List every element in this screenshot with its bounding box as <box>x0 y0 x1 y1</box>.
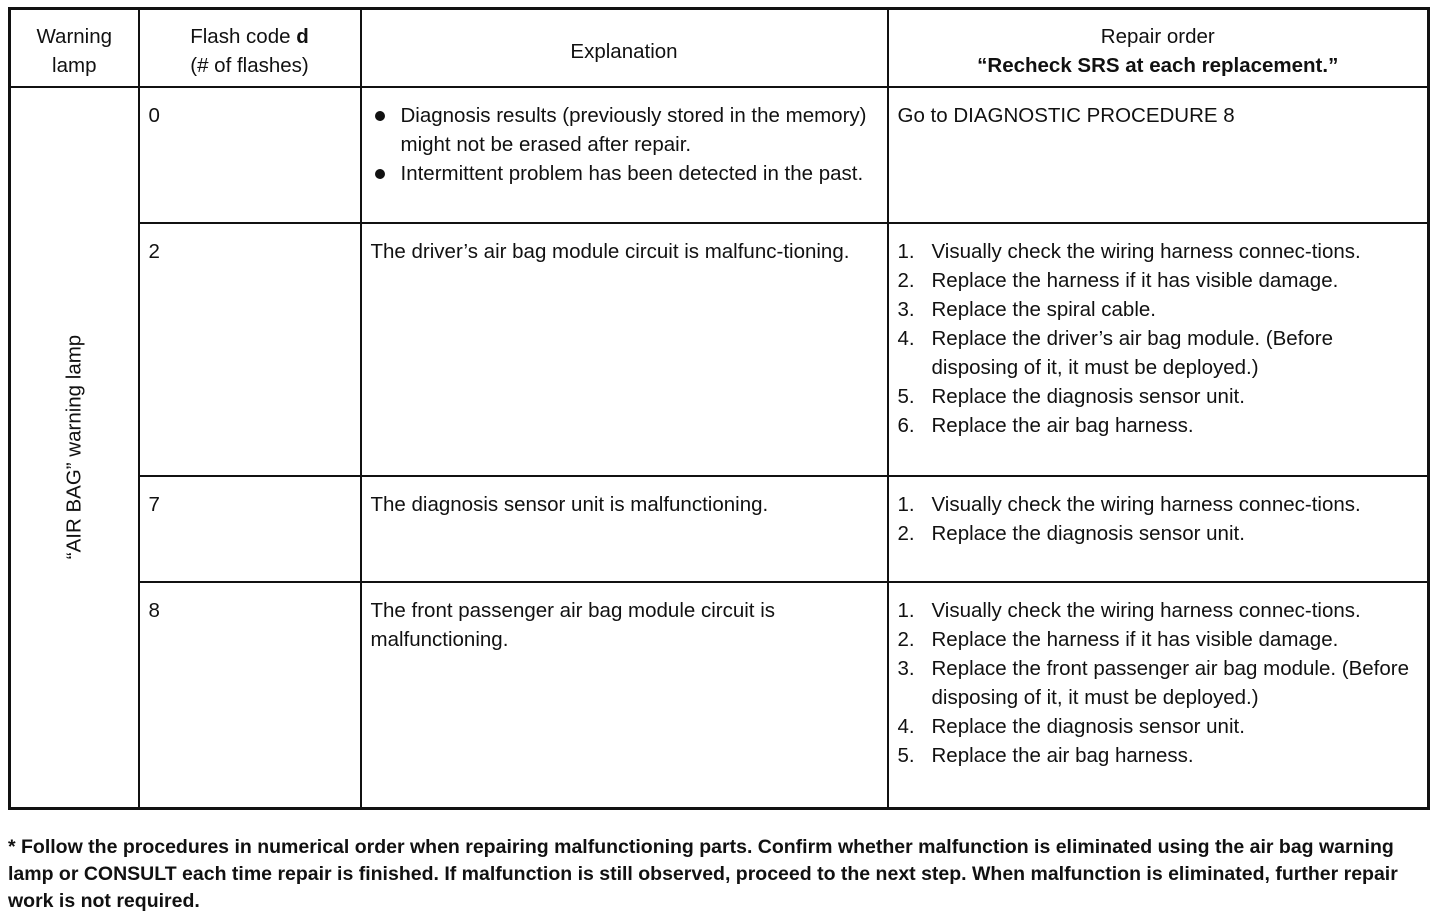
list-item: 4. Replace the driver’s air bag module. (Before disposing of it, it must be deployed.) <box>897 327 1333 379</box>
list-item: 3. Replace the spiral cable. <box>897 298 1156 321</box>
list-item: Diagnosis results (previously stored in the memory) might not be erased after repair. <box>371 101 878 159</box>
list-item: 3. Replace the front passenger air bag module. (Before disposing of it, it must be deployed.) <box>897 657 1409 709</box>
table-row <box>10 223 1429 476</box>
list-item: 1. Visually check the wiring harness connec-tions. <box>897 599 1361 622</box>
explanation-cell: The front passenger air bag module circuit is malfunctioning. <box>361 582 888 808</box>
list-item: 5. Replace the diagnosis sensor unit. <box>897 385 1245 408</box>
list-item: 1. Visually check the wiring harness connec-tions. <box>897 493 1361 516</box>
list-item: 1. Visually check the wiring harness connec-tions. <box>897 240 1361 263</box>
list-item: 2. Replace the diagnosis sensor unit. <box>897 522 1245 545</box>
table-row <box>10 582 1429 808</box>
airbag-warning-lamp-label: “AIR BAG” warning lamp <box>62 335 86 560</box>
explanation-cell: The diagnosis sensor unit is malfunctioning. <box>361 476 888 582</box>
flash-code-cell: 8 <box>139 582 361 808</box>
header-warning-lamp: Warning lamp <box>10 9 139 88</box>
repair-order-cell: Go to DIAGNOSTIC PROCEDURE 8 <box>888 87 1429 223</box>
list-item: 5. Replace the air bag harness. <box>897 744 1194 767</box>
repair-steps-list <box>898 490 1419 548</box>
list-item: 2. Replace the harness if it has visible damage. <box>897 628 1339 651</box>
srs-diagnosis-table <box>8 7 1430 810</box>
header-explanation: Explanation <box>361 9 888 88</box>
repair-steps-list <box>898 237 1419 440</box>
list-item: 6. Replace the air bag harness. <box>897 414 1194 437</box>
repair-order-cell <box>888 582 1429 808</box>
header-flash-code: Flash code d (# of flashes) <box>139 9 361 88</box>
explanation-bullet-list <box>371 101 878 188</box>
flash-code-cell: 0 <box>139 87 361 223</box>
list-item: 2. Replace the harness if it has visible damage. <box>897 269 1339 292</box>
list-item: Intermittent problem has been detected in the past. <box>371 159 878 188</box>
repair-order-cell <box>888 476 1429 582</box>
table-row <box>10 87 1429 223</box>
explanation-cell: The driver’s air bag module circuit is malfunc-tioning. <box>361 223 888 476</box>
table-header-row <box>10 9 1429 88</box>
flash-code-cell: 7 <box>139 476 361 582</box>
table-row <box>10 476 1429 582</box>
repair-order-cell <box>888 223 1429 476</box>
header-repair-order: Repair order “Recheck SRS at each replacement.” <box>888 9 1429 88</box>
list-item: 4. Replace the diagnosis sensor unit. <box>897 715 1245 738</box>
explanation-cell <box>361 87 888 223</box>
flash-code-cell: 2 <box>139 223 361 476</box>
repair-steps-list <box>898 596 1419 770</box>
warning-lamp-cell <box>10 87 139 808</box>
footnote: * Follow the procedures in numerical order when repairing malfunctioning parts. Confirm whether malfunction is eliminated using the air bag warning lamp or CONSULT each time repair is finished. If malfunction is still observed, proceed to the next step. When malfunction is eliminated, further repair work is not required. <box>8 835 1398 912</box>
